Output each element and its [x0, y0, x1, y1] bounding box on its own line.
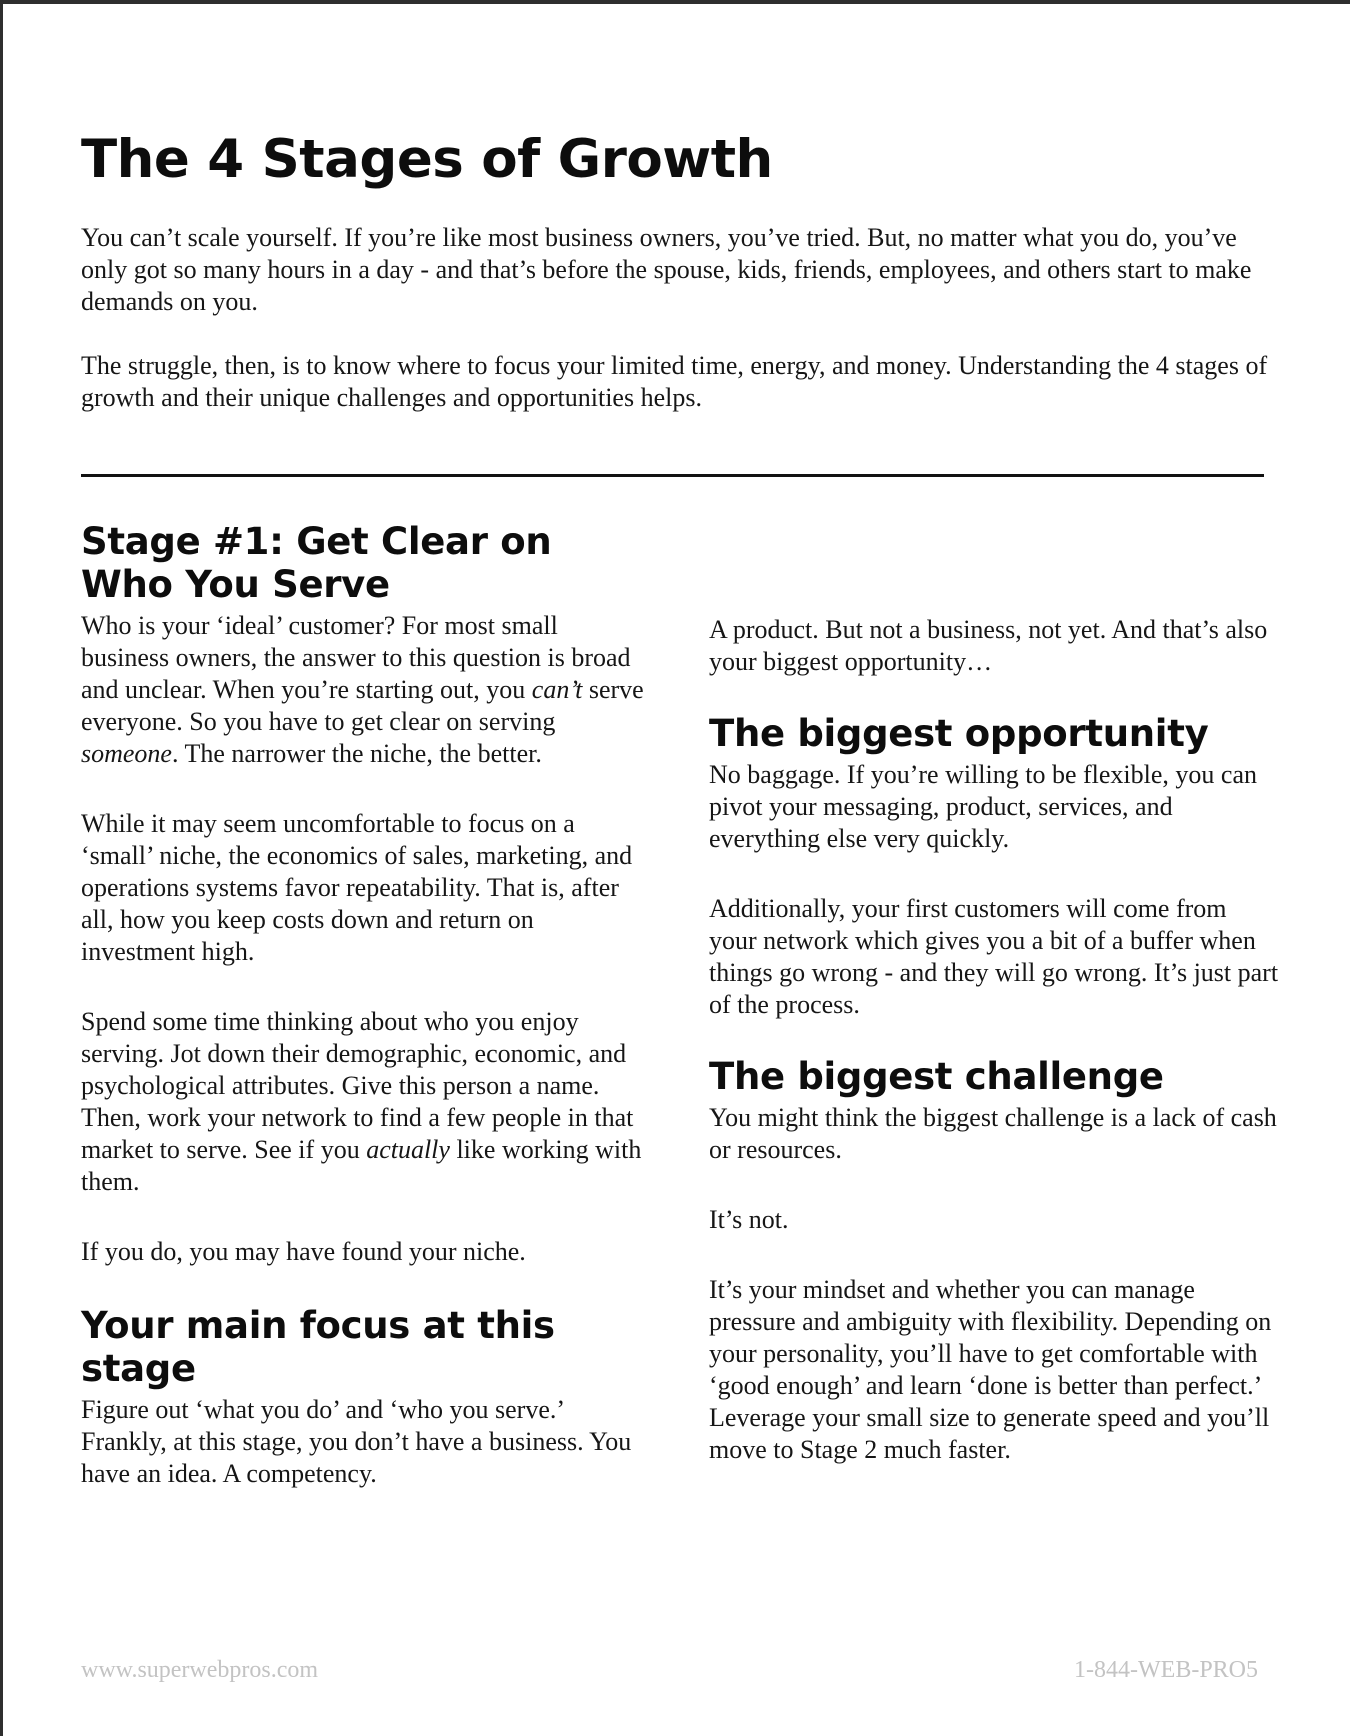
main-focus-paragraph-continued: A product. But not a business, not yet. And that’s also your biggest opportunity… — [709, 615, 1268, 676]
main-focus-heading: Your main focus at this stage — [81, 1304, 555, 1390]
stage-1-heading: Stage #1: Get Clear on Who You Serve — [81, 520, 552, 606]
stage-1-p1-text-c: . The narrower the niche, the better. — [171, 739, 542, 768]
left-column — [81, 520, 651, 1490]
opportunity-paragraph-2: Additionally, your first customers will come from your network which gives you a bit of a buffer when things go wrong - and they will go wrong. It’s just part of the process. — [709, 894, 1279, 1019]
stage-1-p3-text-a: Spend some time thinking about who you enjoy serving. Jot down their demographic, economic, and psychological attributes. Give this person a name. Then, work your network to find a few people in that market to serve. See if you — [81, 1007, 634, 1164]
intro-paragraph-2: The struggle, then, is to know where to focus your limited time, energy, and money. Understanding the 4 stages of growth and their unique challenges and opportunities helps. — [81, 351, 1268, 412]
opportunity-paragraph-1: No baggage. If you’re willing to be flexible, you can pivot your messaging, product, services, and everything else very quickly. — [709, 760, 1257, 853]
footer-website: www.superwebpros.com — [81, 1657, 319, 1683]
challenge-section — [709, 1055, 1279, 1466]
footer-phone: 1-844-WEB-PRO5 — [1074, 1657, 1258, 1683]
intro-section — [81, 222, 1281, 446]
page-frame-left — [0, 0, 3, 1736]
stage-1-paragraph-1 — [81, 610, 651, 770]
stage-1-p3-emphasis: actually — [366, 1135, 450, 1164]
main-focus-paragraph-1: Figure out ‘what you do’ and ‘who you serve.’ Frankly, at this stage, you don’t have a business. You have an idea. A competency. — [81, 1395, 632, 1488]
page-title: The 4 Stages of Growth — [81, 129, 773, 190]
stage-1-p3-text-b: like working with them. — [81, 1135, 642, 1196]
stage-1-paragraph-4: If you do, you may have found your niche. — [81, 1237, 526, 1266]
section-divider — [81, 474, 1264, 477]
challenge-heading: The biggest challenge — [709, 1055, 1164, 1098]
right-column — [709, 614, 1279, 1466]
stage-1-p1-emphasis-a: can’t — [531, 675, 583, 704]
main-focus-continued — [709, 614, 1279, 678]
stage-1-p1-text-a: Who is your ‘ideal’ customer? For most small business owners, the answer to this question is broad and unclear. When you’re starting out, you — [81, 611, 631, 704]
stage-1-paragraph-3 — [81, 1006, 651, 1198]
intro-paragraph-1: You can’t scale yourself. If you’re like most business owners, you’ve tried. But, no matter what you do, you’ve only got so many hours in a day - and that’s before the spouse, kids, friends, employees, and others start to make demands on you. — [81, 223, 1252, 316]
challenge-paragraph-2: It’s not. — [709, 1205, 789, 1234]
opportunity-section — [709, 712, 1279, 1021]
challenge-paragraph-1: You might think the biggest challenge is a lack of cash or resources. — [709, 1103, 1277, 1164]
opportunity-heading: The biggest opportunity — [709, 712, 1209, 755]
stage-1-paragraph-2: While it may seem uncomfortable to focus on a ‘small’ niche, the economics of sales, marketing, and operations systems favor repeatability. That is, after all, how you keep costs down and return on investment high. — [81, 809, 633, 966]
challenge-paragraph-3: It’s your mindset and whether you can manage pressure and ambiguity with flexibility. Depending on your personality, you’ll have to get comfortable with ‘good enough’ and learn ‘done is better than perfect.’ Leverage your small size to generate speed and you’ll move to Stage 2 much faster. — [709, 1275, 1272, 1464]
stage-1-section — [81, 520, 651, 1268]
stage-1-p1-emphasis-b: someone — [81, 739, 172, 768]
main-focus-section — [81, 1304, 651, 1490]
stage-1-p1-text-b: serve everyone. So you have to get clear on serving — [81, 675, 644, 736]
page-frame-top — [0, 0, 1350, 4]
